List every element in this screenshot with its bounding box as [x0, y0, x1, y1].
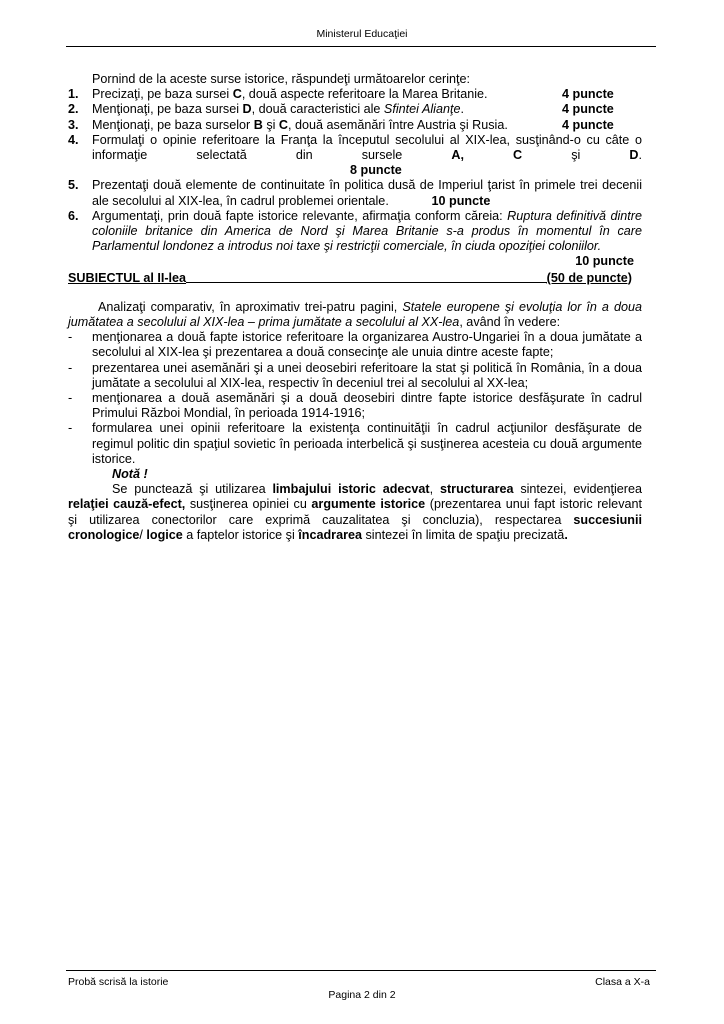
- question-number: 4.: [68, 132, 79, 147]
- footer-class: Clasa a X-a: [595, 976, 650, 988]
- list-item: - prezentarea unei asemănări şi a unei deosebiri referitoare la stat şi politică în România, în a doua jumătate a secolului al XIX-lea, respectiv în deceniul trei al secolului al XX-lea;: [68, 360, 642, 390]
- question-points: 4 puncte: [562, 117, 614, 132]
- list-item: - formularea unei opinii referitoare la existenţa continuităţii în cadrul acţiunilor desfăşurate de regimul politic din spaţiul sovietic în perioada interbelică şi susţinerea acesteia cu două argumente istorice.: [68, 421, 642, 466]
- grading-note: Se punctează şi utilizarea limbajului istoric adecvat, structurarea sintezei, evidenţierea relaţiei cauză-efect, susţinerea opiniei cu argumente istorice (prezentarea unui fapt istoric relevant şi utilizarea conectorilor care exprimă cauzalitatea şi concluzia), respectarea succesiunii cronologice/ logice a faptelor istorice şi încadrarea sintezei în limita de spaţiu precizată.: [68, 482, 643, 542]
- list-item: - menţionarea a două asemănări şi a două deosebiri dintre fapte istorice desfăşurate în cadrul Primului Război Mondial, în perioada 1914-1916;: [68, 391, 642, 421]
- question-points: 8 puncte: [350, 163, 402, 178]
- note-heading: Notă !: [112, 467, 148, 482]
- footer-divider: [66, 970, 656, 971]
- question-points: 10 puncte: [431, 193, 491, 208]
- subject-heading: [68, 271, 642, 286]
- subject-underline: [186, 271, 547, 283]
- question-1: 1. 4 puncte Precizaţi, pe baza sursei C, două aspecte referitoare la Marea Britanie.: [68, 87, 642, 102]
- question-number: 5.: [68, 178, 79, 193]
- question-number: 3.: [68, 117, 79, 132]
- question-6: 6. Argumentaţi, prin două fapte istorice relevante, afirmaţia conform căreia: Ruptura definitivă dintre coloniile britanice din America de Nord şi Marea Britanie s-a produs în momentul în care Parlamentul londonez a introdus noi taxe şi restricţii comerciale, în ciuda opoziţiei coloniilor.: [68, 208, 642, 254]
- question-points: 10 puncte: [575, 254, 634, 269]
- question-number: 6.: [68, 208, 79, 223]
- list-item: - menţionarea a două fapte istorice referitoare la organizarea Austro-Ungariei în a doua jumătate a secolului al XIX-lea şi prezentarea a două consecinţe ale unuia dintre aceste fapte;: [68, 330, 642, 360]
- question-4: 4. Formulaţi o opinie referitoare la Franţa la începutul secolului al XIX-lea, susţinând-o cu câte o informaţie selectată din sursele A, C şi D. 8 puncte: [68, 132, 643, 178]
- subject-points: (50 de puncte): [546, 270, 632, 285]
- header-divider: [66, 46, 656, 47]
- question-number: 1.: [68, 87, 79, 102]
- question-2: 2. 4 puncte Menţionaţi, pe baza sursei D, două caracteristici ale Sfintei Alianţe.: [68, 102, 642, 117]
- question-3: 3. 4 puncte Menţionaţi, pe baza surselor B şi C, două asemănări între Austria şi Rusia.: [68, 118, 642, 133]
- content: [68, 72, 642, 543]
- question-number: 2.: [68, 102, 79, 117]
- question-points: 4 puncte: [562, 87, 614, 102]
- questions-intro: Pornind de la aceste surse istorice, răspundeţi următoarelor cerinţe:: [92, 72, 471, 86]
- page-header: Ministerul Educaţiei: [316, 28, 408, 40]
- essay-requirements: [68, 330, 642, 467]
- question-5: 5. Prezentaţi două elemente de continuitate în politica dusă de Imperiul ţarist în primele trei decenii ale secolului al XIX-lea, în cadrul problemei orientale. 10 puncte: [68, 178, 642, 208]
- footer-exam: Probă scrisă la istorie: [68, 976, 169, 988]
- page-number: Pagina 2 din 2: [328, 989, 396, 1001]
- essay-intro: Analizaţi comparativ, în aproximativ trei-patru pagini, Statele europene şi evoluţia lor în a doua jumătatea a secolului al XIX-lea – prima jumătate a secolului al XX-lea, având în vedere:: [68, 299, 642, 330]
- question-points: 4 puncte: [562, 102, 614, 117]
- subject-title: SUBIECTUL al II-lea: [68, 270, 187, 285]
